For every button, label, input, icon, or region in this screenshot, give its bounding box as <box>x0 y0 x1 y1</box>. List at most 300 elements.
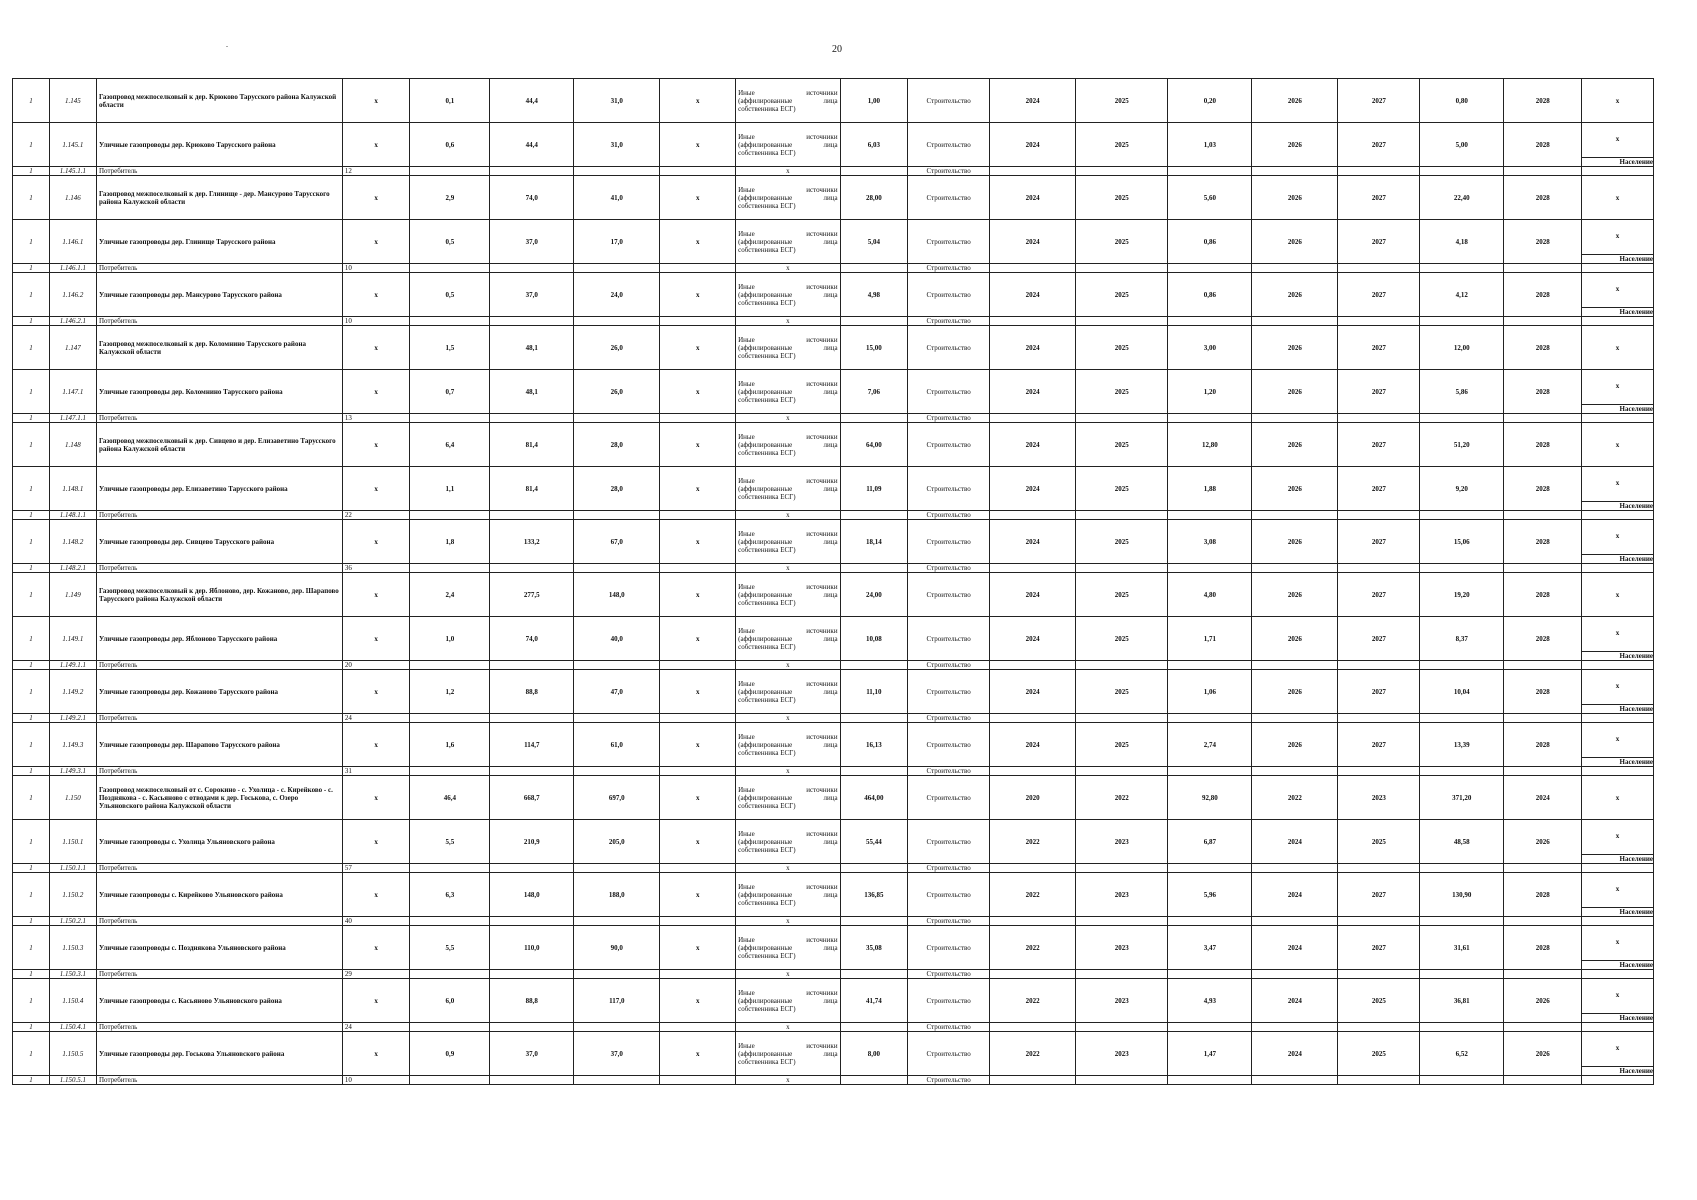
diameter-2: 41,0 <box>574 176 660 220</box>
funding-source <box>736 1032 840 1076</box>
table-row <box>13 617 1654 661</box>
empty-cell <box>1168 414 1252 423</box>
total-cost: 1,00 <box>840 79 908 123</box>
year-end: 2023 <box>1076 1032 1168 1076</box>
empty-cell <box>1338 1023 1420 1032</box>
row-number: 1.149.3 <box>49 723 96 767</box>
table-row <box>13 723 1654 767</box>
value-2: 13,39 <box>1420 723 1504 767</box>
x-mark: x <box>1615 232 1620 240</box>
work-type: Строительство <box>908 926 990 970</box>
empty-cell <box>1582 317 1654 326</box>
x-mark: x <box>342 820 410 864</box>
work-type: Строительство <box>908 617 990 661</box>
consumer-label: Потребитель <box>96 414 342 423</box>
population-label: Население <box>1582 307 1653 316</box>
population-label: Население <box>1582 501 1653 510</box>
empty-cell <box>840 564 908 573</box>
x-mark: x <box>736 917 840 926</box>
empty-cell <box>1582 414 1654 423</box>
empty-cell <box>410 714 490 723</box>
funding-source <box>736 776 840 820</box>
object-name: Уличные газопроводы с. Касьяново Ульяновского района <box>96 979 342 1023</box>
empty-cell <box>1076 970 1168 979</box>
row-number: 1.150.5 <box>49 1032 96 1076</box>
funding-source-text: Иные источники (аффилированные лица собственника ЕСГ) <box>738 185 838 210</box>
funding-source <box>736 617 840 661</box>
length-km: 0,6 <box>410 123 490 167</box>
diameter-2: 188,0 <box>574 873 660 917</box>
x-mark: x <box>342 670 410 714</box>
year-start: 2022 <box>990 926 1076 970</box>
empty-cell <box>1076 414 1168 423</box>
empty-cell <box>990 661 1076 670</box>
funding-source <box>736 723 840 767</box>
row-level: 1 <box>13 167 50 176</box>
empty-cell <box>1582 1076 1654 1085</box>
empty-cell <box>990 564 1076 573</box>
year-start: 2024 <box>990 423 1076 467</box>
diameter-2: 28,0 <box>574 423 660 467</box>
diameter-1: 37,0 <box>490 273 574 317</box>
empty-cell <box>1338 661 1420 670</box>
diameter-1: 110,0 <box>490 926 574 970</box>
x-mark: x <box>1615 285 1620 293</box>
consumer-label: Потребитель <box>96 864 342 873</box>
funding-source <box>736 123 840 167</box>
consumer-row <box>13 317 1654 326</box>
year-end: 2023 <box>1076 873 1168 917</box>
funding-source-text: Иные источники (аффилированные лица собственника ЕСГ) <box>738 626 838 651</box>
diameter-1: 44,4 <box>490 123 574 167</box>
empty-cell <box>410 661 490 670</box>
funding-source-text: Иные источники (аффилированные лица собственника ЕСГ) <box>738 229 838 254</box>
empty-cell <box>1252 511 1338 520</box>
table-row <box>13 820 1654 864</box>
total-cost: 35,08 <box>840 926 908 970</box>
x-mark: x <box>736 1076 840 1085</box>
total-cost: 11,09 <box>840 467 908 511</box>
funding-source <box>736 873 840 917</box>
row-level: 1 <box>13 511 50 520</box>
object-name: Газопровод межпоселковый к дер. Глинище - дер. Мансурово Тарусского района Калужской области <box>96 176 342 220</box>
year-5: 2028 <box>1504 573 1582 617</box>
work-type: Строительство <box>908 564 990 573</box>
population-label: Население <box>1582 554 1653 563</box>
year-3: 2026 <box>1252 370 1338 414</box>
consumer-count: 57 <box>342 864 410 873</box>
empty-cell <box>1420 167 1504 176</box>
year-end: 2025 <box>1076 467 1168 511</box>
consumer-count: 36 <box>342 564 410 573</box>
row-number: 1.149.3.1 <box>49 767 96 776</box>
year-5: 2028 <box>1504 423 1582 467</box>
year-4: 2027 <box>1338 370 1420 414</box>
row-number: 1.149 <box>49 573 96 617</box>
empty-cell <box>1582 564 1654 573</box>
year-3: 2024 <box>1252 820 1338 864</box>
year-end: 2025 <box>1076 79 1168 123</box>
table-row <box>13 326 1654 370</box>
diameter-1: 88,8 <box>490 979 574 1023</box>
funding-source-text: Иные источники (аффилированные лица собственника ЕСГ) <box>738 882 838 907</box>
year-start: 2020 <box>990 776 1076 820</box>
year-5: 2026 <box>1504 1032 1582 1076</box>
work-type: Строительство <box>908 273 990 317</box>
year-end: 2025 <box>1076 220 1168 264</box>
row-number: 1.149.2.1 <box>49 714 96 723</box>
year-end: 2025 <box>1076 326 1168 370</box>
value-2: 36,81 <box>1420 979 1504 1023</box>
x-mark: x <box>342 326 410 370</box>
empty-cell <box>1420 864 1504 873</box>
work-type: Строительство <box>908 776 990 820</box>
x-mark: x <box>342 1032 410 1076</box>
row-number: 1.146 <box>49 176 96 220</box>
year-5: 2028 <box>1504 176 1582 220</box>
object-name: Уличные газопроводы дер. Яблоново Тарусского района <box>96 617 342 661</box>
work-type: Строительство <box>908 820 990 864</box>
empty-cell <box>1076 714 1168 723</box>
year-end: 2025 <box>1076 123 1168 167</box>
consumer-row <box>13 864 1654 873</box>
empty-cell <box>574 661 660 670</box>
population-label: Население <box>1582 404 1653 413</box>
population-label: Население <box>1582 1066 1653 1075</box>
total-cost: 10,08 <box>840 617 908 661</box>
consumer-label: Потребитель <box>96 917 342 926</box>
year-end: 2025 <box>1076 573 1168 617</box>
work-type: Строительство <box>908 220 990 264</box>
object-name: Уличные газопроводы с. Кирейково Ульяновского района <box>96 873 342 917</box>
value-1: 1,71 <box>1168 617 1252 661</box>
empty-cell <box>574 917 660 926</box>
empty-cell <box>1252 917 1338 926</box>
empty-cell <box>840 970 908 979</box>
year-4: 2027 <box>1338 617 1420 661</box>
year-5: 2028 <box>1504 670 1582 714</box>
work-type: Строительство <box>908 917 990 926</box>
empty-cell <box>1582 767 1654 776</box>
empty-cell <box>1338 917 1420 926</box>
object-name: Газопровод межпоселковый к дер. Коломнино Тарусского района Калужской области <box>96 326 342 370</box>
row-number: 1.147.1 <box>49 370 96 414</box>
year-3: 2024 <box>1252 926 1338 970</box>
empty-cell <box>660 1076 736 1085</box>
funding-source <box>736 670 840 714</box>
year-3: 2026 <box>1252 176 1338 220</box>
empty-cell <box>840 264 908 273</box>
x-mark <box>1582 820 1654 864</box>
empty-cell <box>990 970 1076 979</box>
work-type: Строительство <box>908 873 990 917</box>
row-level: 1 <box>13 767 50 776</box>
consumer-count: 20 <box>342 661 410 670</box>
x-mark: x <box>1615 991 1620 999</box>
empty-cell <box>490 1076 574 1085</box>
consumer-row <box>13 564 1654 573</box>
empty-cell <box>990 917 1076 926</box>
empty-cell <box>840 1076 908 1085</box>
year-4: 2027 <box>1338 273 1420 317</box>
empty-cell <box>490 917 574 926</box>
empty-cell <box>1420 264 1504 273</box>
empty-cell <box>1338 414 1420 423</box>
empty-cell <box>1076 564 1168 573</box>
empty-cell <box>1582 511 1654 520</box>
object-name: Уличные газопроводы дер. Коломнино Тарусского района <box>96 370 342 414</box>
diameter-1: 210,9 <box>490 820 574 864</box>
work-type: Строительство <box>908 370 990 414</box>
empty-cell <box>1582 661 1654 670</box>
diameter-2: 26,0 <box>574 370 660 414</box>
table-row <box>13 1032 1654 1076</box>
diameter-2: 17,0 <box>574 220 660 264</box>
empty-cell <box>990 264 1076 273</box>
length-km: 6,4 <box>410 423 490 467</box>
table-row <box>13 176 1654 220</box>
object-name: Уличные газопроводы дер. Елизаветино Тарусского района <box>96 467 342 511</box>
population-label: Население <box>1582 704 1653 713</box>
diameter-1: 81,4 <box>490 423 574 467</box>
diameter-2: 40,0 <box>574 617 660 661</box>
year-4: 2025 <box>1338 1032 1420 1076</box>
x-mark: x <box>660 1032 736 1076</box>
row-level: 1 <box>13 317 50 326</box>
empty-cell <box>1582 167 1654 176</box>
empty-cell <box>1504 264 1582 273</box>
x-mark: x <box>342 370 410 414</box>
empty-cell <box>1504 714 1582 723</box>
consumer-label: Потребитель <box>96 970 342 979</box>
row-level: 1 <box>13 617 50 661</box>
empty-cell <box>660 864 736 873</box>
consumer-label: Потребитель <box>96 167 342 176</box>
year-4: 2027 <box>1338 670 1420 714</box>
year-4: 2027 <box>1338 326 1420 370</box>
diameter-1: 44,4 <box>490 79 574 123</box>
year-start: 2024 <box>990 723 1076 767</box>
row-number: 1.148.2.1 <box>49 564 96 573</box>
empty-cell <box>1420 970 1504 979</box>
funding-source <box>736 326 840 370</box>
empty-cell <box>660 767 736 776</box>
empty-cell <box>1252 1023 1338 1032</box>
x-mark: x <box>1615 532 1620 540</box>
work-type: Строительство <box>908 423 990 467</box>
x-mark: x <box>660 79 736 123</box>
consumer-label: Потребитель <box>96 511 342 520</box>
object-name: Уличные газопроводы с. Позднякова Ульяновского района <box>96 926 342 970</box>
consumer-count: 10 <box>342 264 410 273</box>
year-5: 2028 <box>1504 467 1582 511</box>
empty-cell <box>990 714 1076 723</box>
x-mark: x <box>342 176 410 220</box>
x-mark: x <box>342 123 410 167</box>
empty-cell <box>1504 1023 1582 1032</box>
empty-cell <box>990 167 1076 176</box>
work-type: Строительство <box>908 511 990 520</box>
empty-cell <box>1252 864 1338 873</box>
length-km: 1,8 <box>410 520 490 564</box>
empty-cell <box>1168 511 1252 520</box>
year-start: 2024 <box>990 670 1076 714</box>
year-3: 2026 <box>1252 617 1338 661</box>
year-end: 2025 <box>1076 273 1168 317</box>
row-level: 1 <box>13 670 50 714</box>
object-name: Газопровод межпоселковый к дер. Крюково Тарусского района Калужской области <box>96 79 342 123</box>
year-3: 2026 <box>1252 467 1338 511</box>
empty-cell <box>1168 767 1252 776</box>
x-mark <box>1582 723 1654 767</box>
empty-cell <box>660 564 736 573</box>
row-level: 1 <box>13 1023 50 1032</box>
x-mark <box>1582 370 1654 414</box>
empty-cell <box>1338 511 1420 520</box>
x-mark: x <box>660 873 736 917</box>
year-4: 2027 <box>1338 520 1420 564</box>
empty-cell <box>1168 864 1252 873</box>
empty-cell <box>1076 917 1168 926</box>
value-2: 9,20 <box>1420 467 1504 511</box>
row-number: 1.149.1 <box>49 617 96 661</box>
table-row <box>13 423 1654 467</box>
empty-cell <box>990 864 1076 873</box>
row-level: 1 <box>13 220 50 264</box>
year-end: 2025 <box>1076 370 1168 414</box>
row-number: 1.146.1 <box>49 220 96 264</box>
x-mark: x <box>736 714 840 723</box>
total-cost: 15,00 <box>840 326 908 370</box>
year-3: 2024 <box>1252 979 1338 1023</box>
empty-cell <box>1076 864 1168 873</box>
row-level: 1 <box>13 714 50 723</box>
value-1: 92,80 <box>1168 776 1252 820</box>
consumer-label: Потребитель <box>96 1023 342 1032</box>
empty-cell <box>990 1023 1076 1032</box>
empty-cell <box>1076 1023 1168 1032</box>
diameter-2: 148,0 <box>574 573 660 617</box>
empty-cell <box>1076 317 1168 326</box>
empty-cell <box>1504 511 1582 520</box>
x-mark <box>1582 520 1654 564</box>
work-type: Строительство <box>908 520 990 564</box>
year-end: 2025 <box>1076 617 1168 661</box>
consumer-count: 22 <box>342 511 410 520</box>
funding-source-text: Иные источники (аффилированные лица собственника ЕСГ) <box>738 132 838 157</box>
empty-cell <box>840 414 908 423</box>
consumer-count: 31 <box>342 767 410 776</box>
table-row <box>13 220 1654 264</box>
diameter-2: 67,0 <box>574 520 660 564</box>
value-2: 0,80 <box>1420 79 1504 123</box>
empty-cell <box>1420 1023 1504 1032</box>
year-start: 2022 <box>990 979 1076 1023</box>
x-mark <box>1582 926 1654 970</box>
value-2: 48,58 <box>1420 820 1504 864</box>
empty-cell <box>660 1023 736 1032</box>
funding-source <box>736 273 840 317</box>
value-1: 0,86 <box>1168 220 1252 264</box>
row-level: 1 <box>13 370 50 414</box>
consumer-count: 10 <box>342 317 410 326</box>
empty-cell <box>1504 917 1582 926</box>
empty-cell <box>410 970 490 979</box>
value-2: 130,90 <box>1420 873 1504 917</box>
value-2: 10,04 <box>1420 670 1504 714</box>
empty-cell <box>1252 970 1338 979</box>
year-5: 2028 <box>1504 520 1582 564</box>
empty-cell <box>840 864 908 873</box>
year-start: 2024 <box>990 617 1076 661</box>
row-level: 1 <box>13 414 50 423</box>
empty-cell <box>1168 1076 1252 1085</box>
empty-cell <box>1504 167 1582 176</box>
row-number: 1.149.1.1 <box>49 661 96 670</box>
consumer-count: 12 <box>342 167 410 176</box>
year-start: 2024 <box>990 467 1076 511</box>
x-mark: x <box>1615 682 1620 690</box>
year-start: 2022 <box>990 873 1076 917</box>
year-start: 2022 <box>990 820 1076 864</box>
year-start: 2024 <box>990 220 1076 264</box>
row-level: 1 <box>13 79 50 123</box>
value-1: 0,86 <box>1168 273 1252 317</box>
empty-cell <box>1252 767 1338 776</box>
empty-cell <box>1252 414 1338 423</box>
year-4: 2027 <box>1338 220 1420 264</box>
funding-source-text: Иные источники (аффилированные лица собственника ЕСГ) <box>738 785 838 810</box>
x-mark: x <box>660 326 736 370</box>
row-number: 1.150.2.1 <box>49 917 96 926</box>
x-mark: x <box>736 264 840 273</box>
empty-cell <box>574 970 660 979</box>
empty-cell <box>490 167 574 176</box>
diameter-2: 31,0 <box>574 79 660 123</box>
x-mark: x <box>1582 176 1654 220</box>
work-type: Строительство <box>908 1076 990 1085</box>
work-type: Строительство <box>908 264 990 273</box>
value-2: 8,37 <box>1420 617 1504 661</box>
total-cost: 18,14 <box>840 520 908 564</box>
year-3: 2026 <box>1252 670 1338 714</box>
diameter-1: 37,0 <box>490 1032 574 1076</box>
consumer-label: Потребитель <box>96 661 342 670</box>
row-number: 1.146.1.1 <box>49 264 96 273</box>
work-type: Строительство <box>908 723 990 767</box>
empty-cell <box>660 264 736 273</box>
value-2: 19,20 <box>1420 573 1504 617</box>
table-row <box>13 573 1654 617</box>
work-type: Строительство <box>908 317 990 326</box>
diameter-2: 31,0 <box>574 123 660 167</box>
length-km: 5,5 <box>410 926 490 970</box>
empty-cell <box>1338 767 1420 776</box>
row-level: 1 <box>13 723 50 767</box>
empty-cell <box>1076 767 1168 776</box>
row-number: 1.150.4.1 <box>49 1023 96 1032</box>
year-4: 2025 <box>1338 979 1420 1023</box>
year-start: 2024 <box>990 79 1076 123</box>
length-km: 0,1 <box>410 79 490 123</box>
empty-cell <box>1168 714 1252 723</box>
empty-cell <box>574 264 660 273</box>
consumer-label: Потребитель <box>96 767 342 776</box>
funding-source <box>736 176 840 220</box>
table-row <box>13 926 1654 970</box>
year-3: 2026 <box>1252 423 1338 467</box>
work-type: Строительство <box>908 167 990 176</box>
